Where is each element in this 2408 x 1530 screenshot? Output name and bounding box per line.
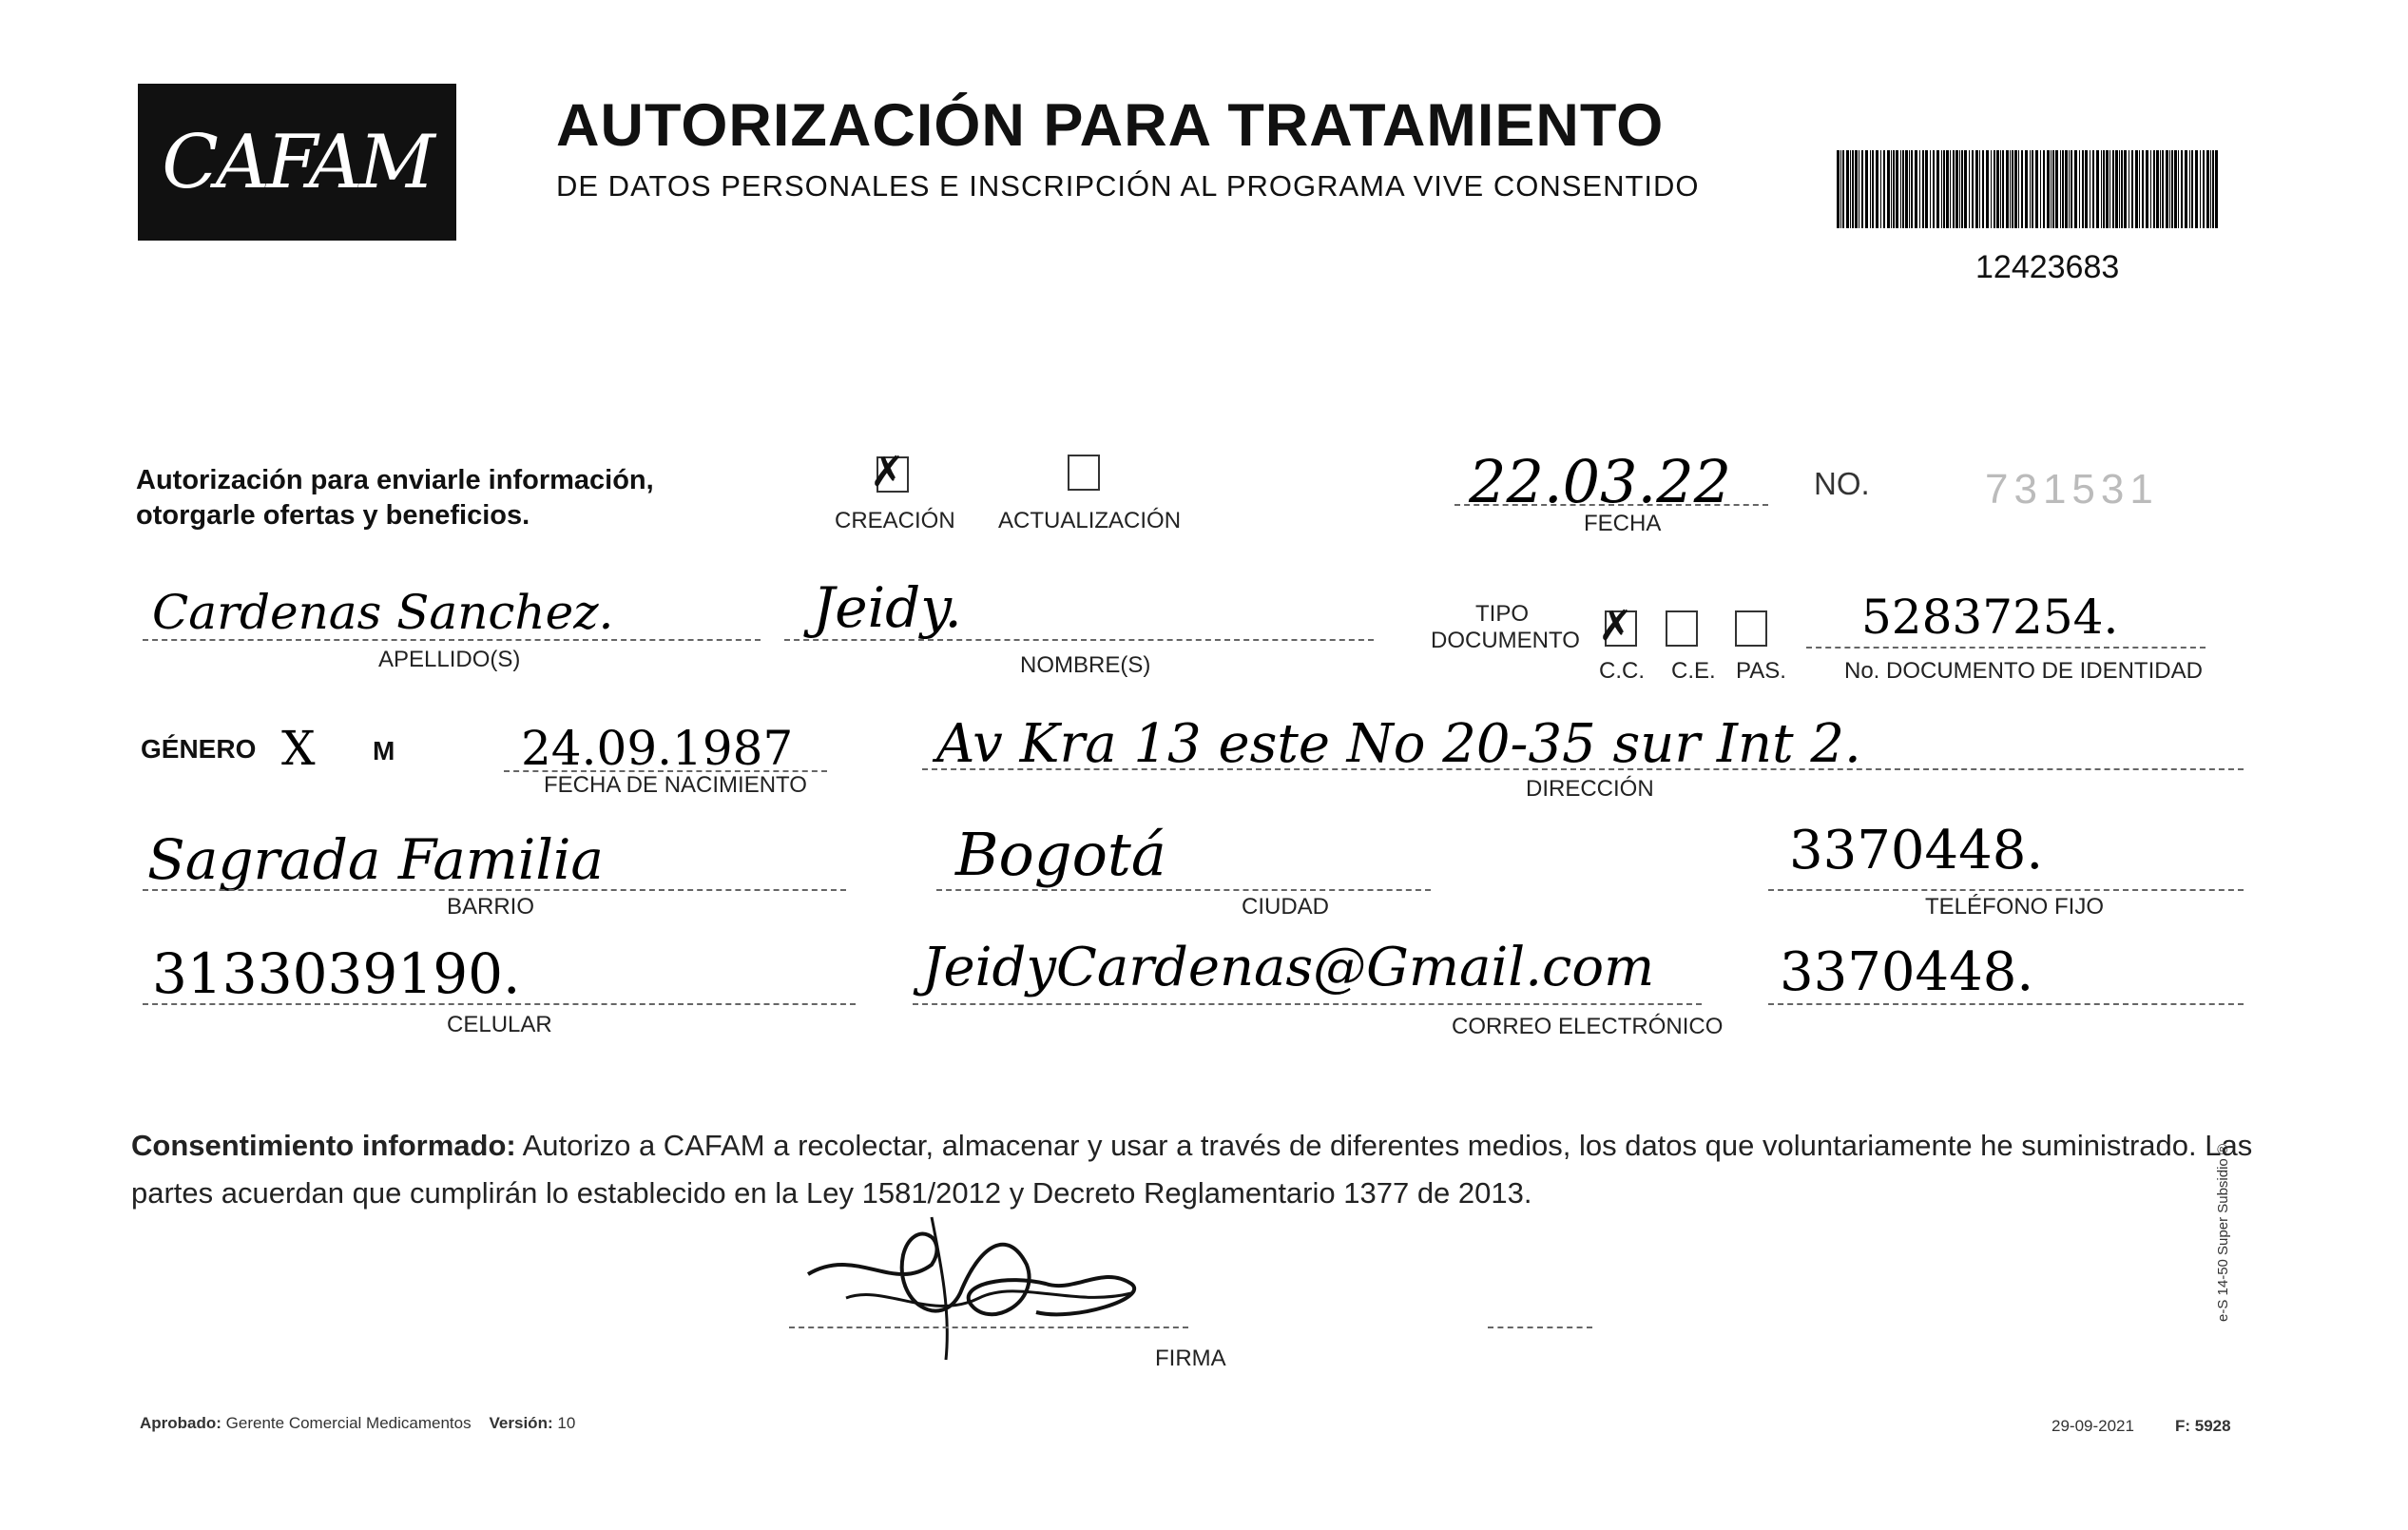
birth-label: FECHA DE NACIMIENTO <box>544 772 807 798</box>
approved-label: Aprobado: <box>140 1414 222 1432</box>
footer-approved <box>140 1414 575 1433</box>
extra-phone-line <box>1768 1003 2244 1005</box>
approved-value: Gerente Comercial Medicamentos <box>225 1414 472 1432</box>
email-label: CORREO ELECTRÓNICO <box>1452 1014 1724 1039</box>
ce-checkbox[interactable] <box>1666 610 1698 647</box>
address-line <box>922 768 2244 770</box>
phone-label: TELÉFONO FIJO <box>1925 894 2105 920</box>
address-field[interactable]: Av Kra 13 este No 20-35 sur Int 2. <box>936 713 1861 775</box>
neighborhood-line <box>143 889 846 891</box>
consent-bold: Consentimiento informado: <box>131 1129 516 1162</box>
birth-field[interactable]: 24.09.1987 <box>521 721 794 776</box>
barcode-number: 12423683 <box>1975 249 2120 285</box>
cc-check-mark: ✗ <box>1598 602 1633 650</box>
mobile-field[interactable]: 3133039190. <box>152 941 521 1006</box>
doc-number-field[interactable]: 52837254. <box>1861 590 2119 645</box>
ce-label: C.E. <box>1671 658 1716 684</box>
pas-label: PAS. <box>1736 658 1786 684</box>
name-field[interactable]: Jeidy. <box>813 575 962 640</box>
city-field[interactable]: Bogotá <box>955 820 1166 889</box>
signature-drawing <box>789 1208 1188 1369</box>
auth-heading-line1: Autorización para enviarle información, <box>136 465 654 495</box>
barcode <box>1837 150 2221 228</box>
update-label: ACTUALIZACIÓN <box>998 508 1182 533</box>
name-line <box>784 639 1374 641</box>
date-field[interactable]: 22.03.22 <box>1469 447 1732 516</box>
no-label: NO. <box>1814 466 1870 501</box>
surname-field[interactable]: Cardenas Sanchez. <box>152 585 614 640</box>
gender-label: GÉNERO <box>141 734 257 764</box>
consent-paragraph <box>131 1122 2261 1217</box>
mobile-label: CELULAR <box>447 1012 552 1037</box>
form-title: AUTORIZACIÓN PARA TRATAMIENTO <box>556 92 1665 159</box>
surname-line <box>143 639 761 641</box>
signature-line-right <box>1488 1327 1592 1328</box>
logo-text: CAFAM <box>162 119 433 205</box>
phone-line <box>1768 889 2244 891</box>
email-field[interactable]: JeidyCardenas@Gmail.com <box>922 937 1655 998</box>
city-label: CIUDAD <box>1242 894 1330 920</box>
doc-number-label: No. DOCUMENTO DE IDENTIDAD <box>1844 658 2203 684</box>
email-line <box>913 1003 1702 1005</box>
no-value: 731531 <box>1985 466 2159 513</box>
doc-type-label-2: DOCUMENTO <box>1431 628 1580 653</box>
cafam-logo <box>138 84 456 241</box>
female-mark[interactable]: X <box>281 721 316 776</box>
creation-label: CREACIÓN <box>835 508 955 533</box>
version-value: 10 <box>557 1414 576 1432</box>
form-subtitle: DE DATOS PERSONALES E INSCRIPCIÓN AL PROGRAMA VIVE CONSENTIDO <box>556 169 1700 203</box>
footer-date: 29-09-2021 <box>2052 1417 2134 1435</box>
version-label: Versión: <box>489 1414 553 1432</box>
phone-field[interactable]: 3370448. <box>1789 820 2044 881</box>
pas-checkbox[interactable] <box>1735 610 1767 647</box>
neighborhood-field[interactable]: Sagrada Familia <box>147 827 605 892</box>
neighborhood-label: BARRIO <box>447 894 535 920</box>
signature-line <box>789 1327 1188 1328</box>
update-checkbox[interactable] <box>1068 455 1100 491</box>
date-line <box>1454 504 1768 506</box>
footer-form-code: F: 5928 <box>2175 1417 2231 1435</box>
mobile-line <box>143 1003 856 1005</box>
date-label: FECHA <box>1584 511 1662 536</box>
surname-label: APELLIDO(S) <box>378 647 521 672</box>
auth-heading <box>136 463 654 533</box>
address-label: DIRECCIÓN <box>1526 776 1654 802</box>
creation-check-mark: ✗ <box>870 448 905 496</box>
consent-text: Autorizo a CAFAM a recolectar, almacenar y usar a través de diferentes medios, los datos que voluntariamente he suministrado. Las partes acuerdan que cumplirán lo establecido en la Ley 1581/2012 y Decreto Reglamentario 1377 de 2013. <box>131 1129 2253 1210</box>
doc-type-label-1: TIPO <box>1475 601 1530 627</box>
cc-label: C.C. <box>1599 658 1645 684</box>
doc-number-line <box>1806 647 2206 649</box>
city-line <box>936 889 1431 891</box>
signature-label: FIRMA <box>1155 1346 1226 1371</box>
footer-vertical-text: e-S 14-50 Super Subsidio ® <box>2215 1144 2231 1322</box>
auth-heading-line2: otorgarle ofertas y beneficios. <box>136 500 530 531</box>
male-label: M <box>373 736 395 765</box>
name-label: NOMBRE(S) <box>1020 652 1151 678</box>
extra-phone-field[interactable]: 3370448. <box>1780 941 2034 1003</box>
